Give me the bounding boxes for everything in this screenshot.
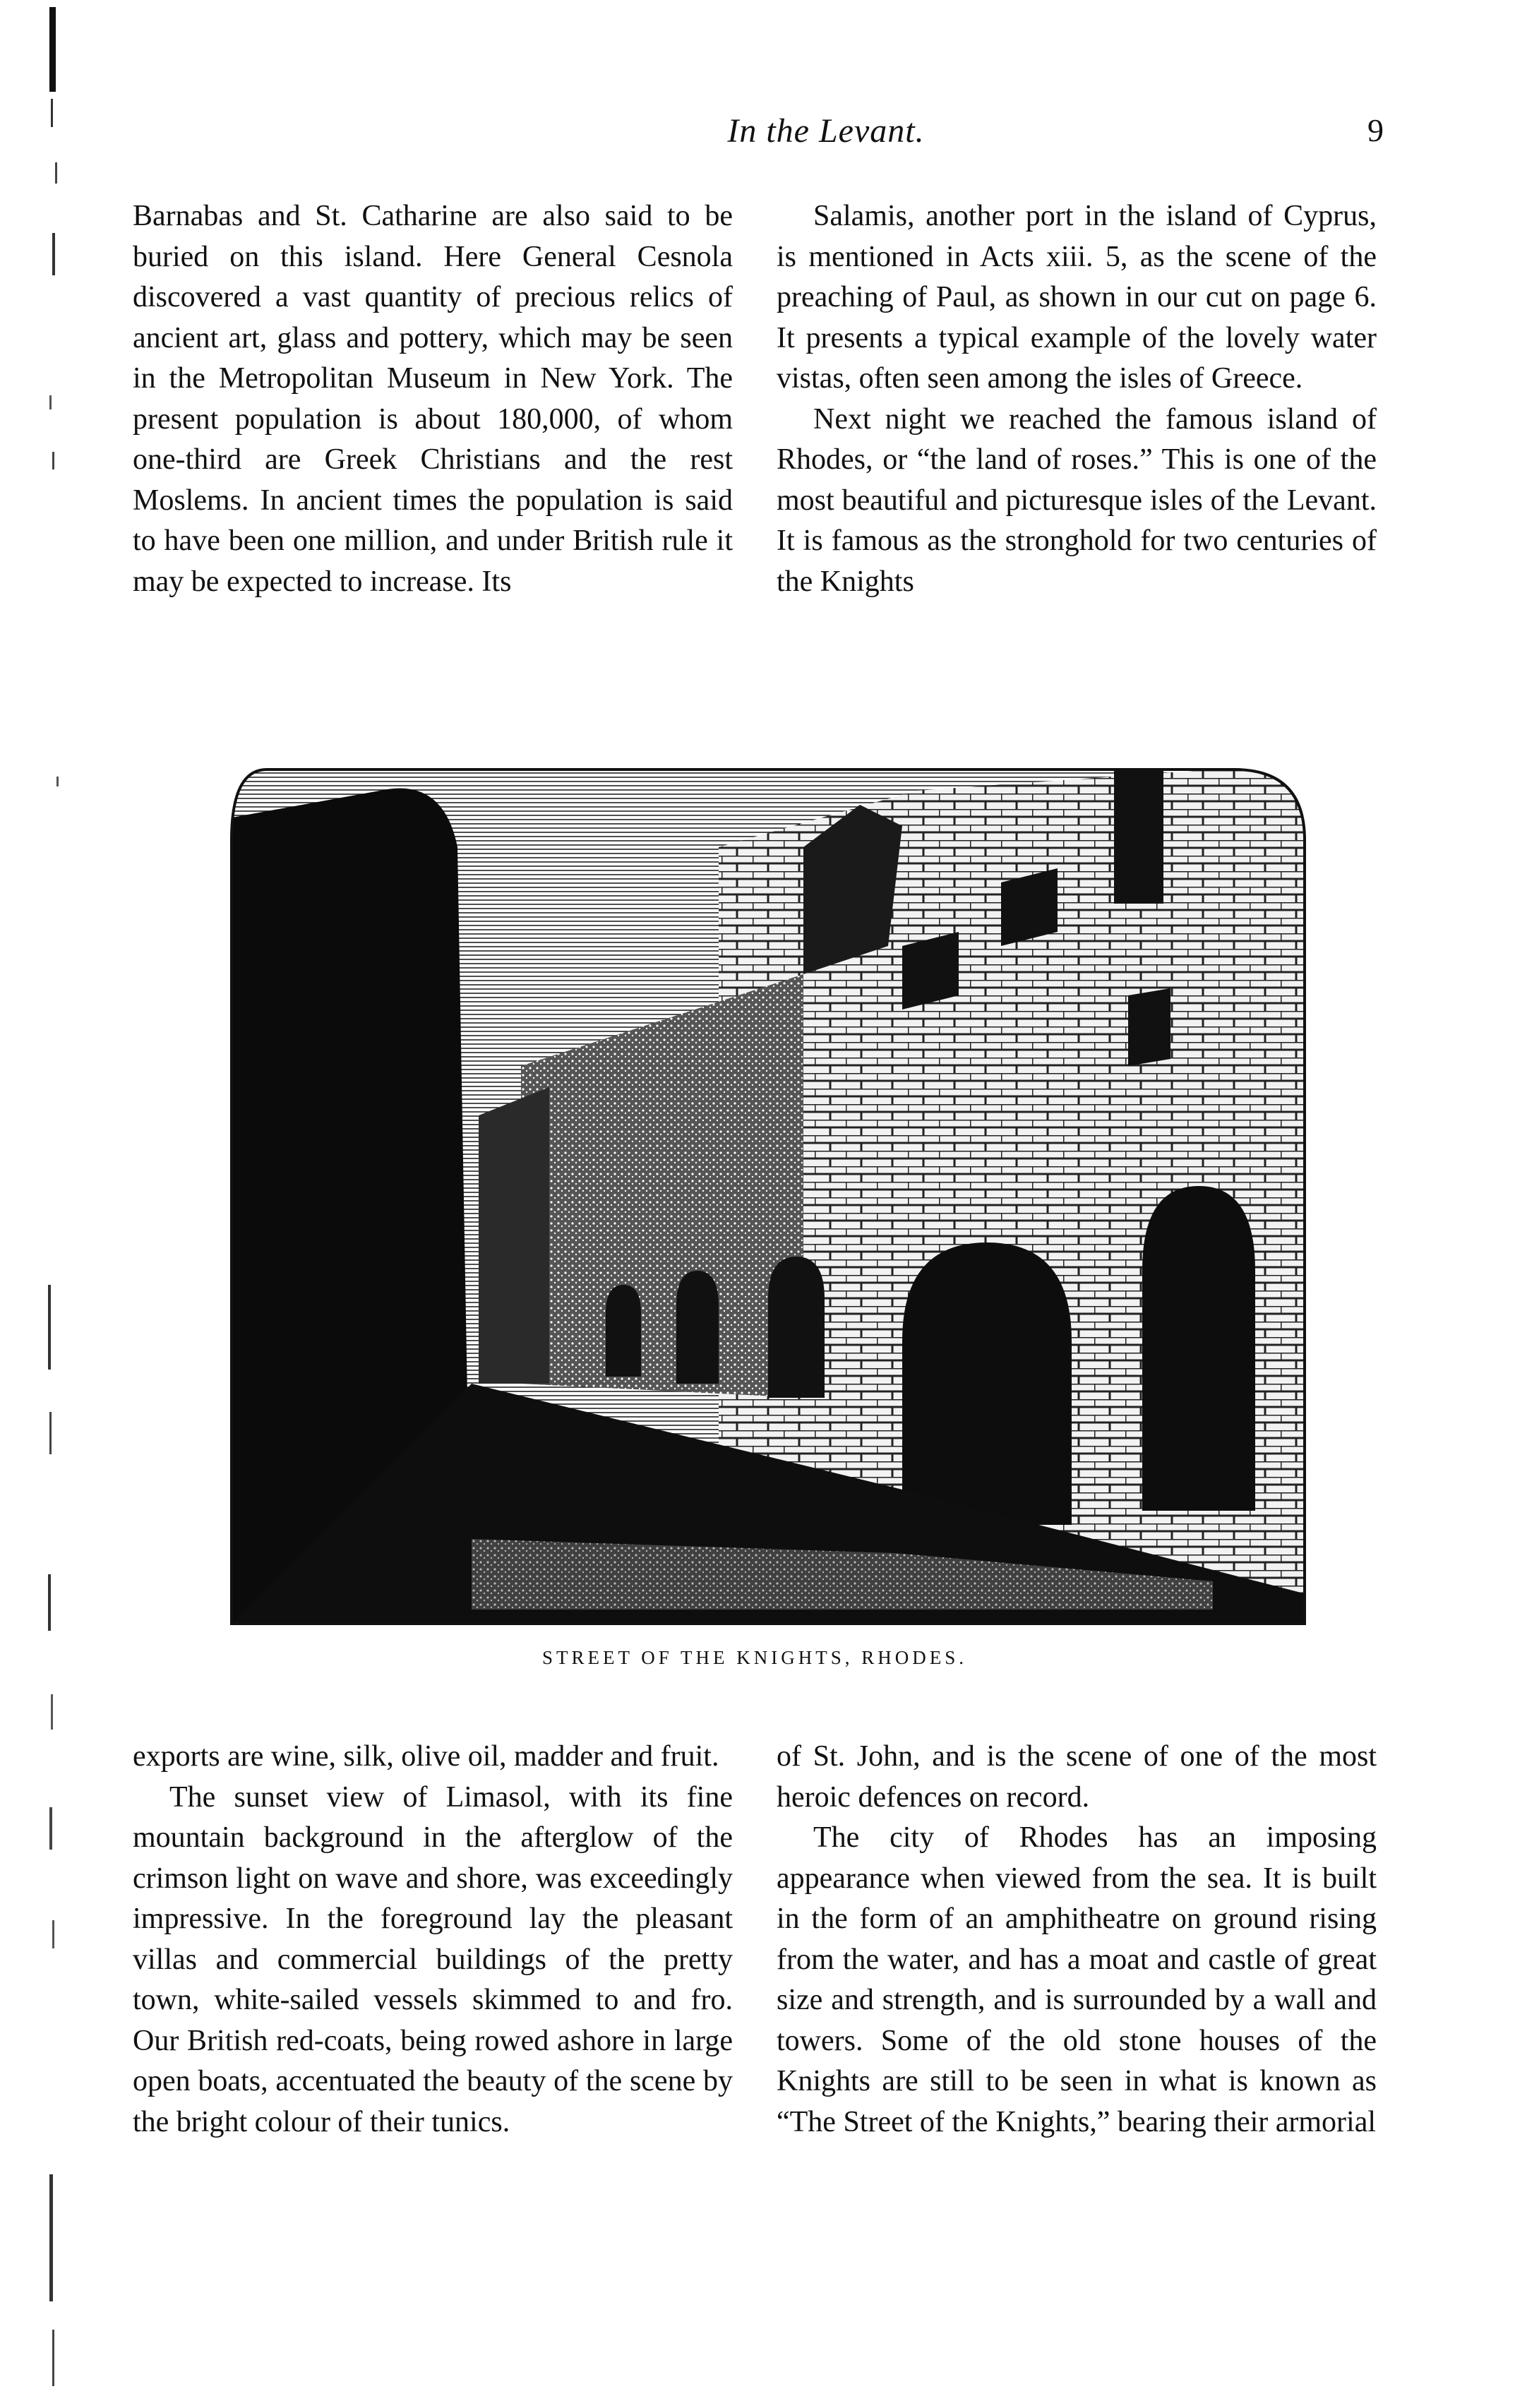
figure-caption: STREET OF THE KNIGHTS, RHODES.: [541, 1647, 968, 1668]
paragraph: of St. John, and is the scene of one of the most heroic defences on record.: [777, 1740, 1377, 1814]
street-engraving-illustration: [224, 762, 1312, 1631]
paragraph: Next night we reached the famous island of Rhodes, or “the land of roses.” This is one of the most beautiful and picturesque isles of the Levant. It is famous as the stronghold for two centuries of the Knights: [777, 402, 1377, 598]
paragraph: exports are wine, silk, olive oil, madder and fruit.: [133, 1740, 719, 1773]
paragraph: Salamis, another port in the island of Cyprus, is mentioned in Acts xiii. 5, as the scene of the preaching of Paul, as shown in our cut on page 6. It presents a typical example of the lovely water vistas, often seen among the isles of Greece.: [777, 200, 1377, 395]
page-number: 9: [1367, 112, 1384, 148]
scan-edge-marks: [28, 0, 71, 2408]
paragraph: The sunset view of Limasol, with its fine mountain background in the afterglow of the crimson light on wave and shore, was exceedingly impressive. In the foreground lay the pleasant villas and commercial buildings of the pretty town, white-sailed vessels skimmed to and fro. Our British red-coats, being rowed ashore in large open boats, accentuated the beauty of the scene by the bright colour of their tunics.: [133, 1780, 733, 2138]
column-top-right: [777, 196, 1377, 602]
column-top-left: [133, 196, 733, 602]
running-head: [134, 112, 1384, 154]
paragraph: The city of Rhodes has an imposing appearance when viewed from the sea. It is built in the form of an amphitheatre on ground rising from the water, and has a moat and castle of great size and strength, and is surrounded by a wall and towers. Some of the old stone houses of the Knights are still to be seen in what is known as “The Street of the Knights,” bearing their armorial: [777, 1821, 1377, 2138]
running-title: In the Levant.: [727, 112, 925, 150]
column-bottom-right: [777, 1737, 1377, 2143]
column-bottom-left: [133, 1737, 733, 2143]
paragraph: Barnabas and St. Catharine are also said to be buried on this island. Here General Cesnola discovered a vast quantity of precious relics of ancient art, glass and pottery, which may be seen in the Metropolitan Museum in New York. The present population is about 180,000, of whom one-third are Greek Christians and the rest Moslems. In ancient times the population is said to have been one million, and under British rule it may be expected to increase. Its: [133, 200, 733, 598]
